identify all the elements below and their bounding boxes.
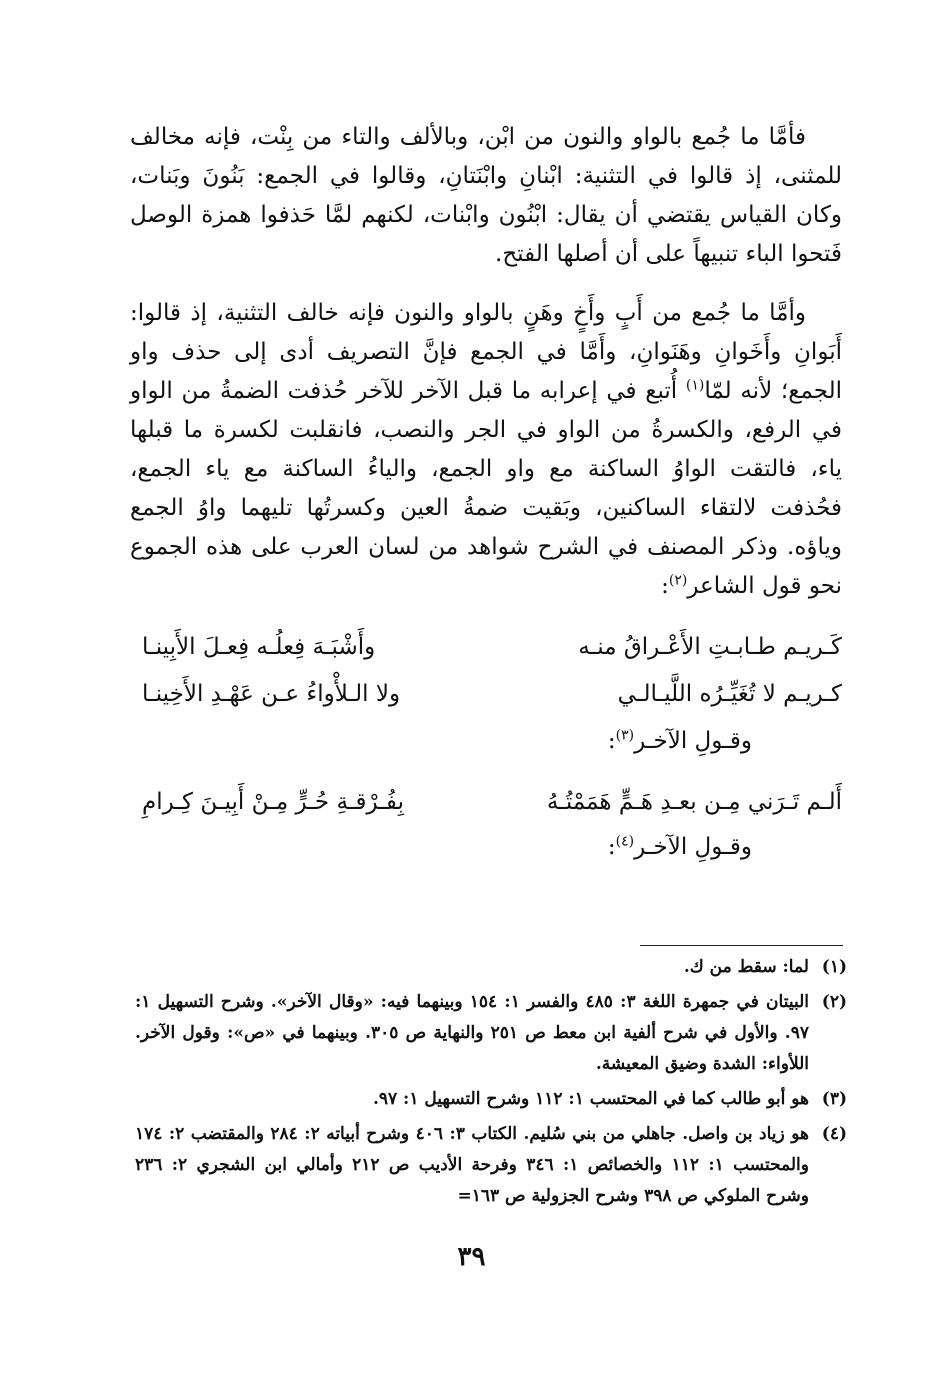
- verse-second-hemistich: بِفُـرْقـةِ حُـرٍّ مِـنْ أَبِيـنَ كِـرامِ: [142, 789, 404, 815]
- footnote: [135, 1119, 847, 1212]
- paragraph-2-part-1: وأمَّا ما جُمع من أَبٍ وأَخٍ وهَنٍ بالواو والنون فإنه خالف التثنية، إذ قالوا: أَبَوانِ وأَخَوانِ وهَنَوانِ، وأَمَّا في الجمع فإنَّ التصريف أدى إلى حذف واو الجمع؛ لأنه لمّا: [130, 300, 842, 404]
- verse-introduction: [130, 722, 842, 761]
- footnote-ref-4: (٤): [615, 833, 635, 850]
- intro-tail: :: [607, 834, 616, 860]
- footnote-number: (٣): [821, 1089, 847, 1109]
- verse-line: [142, 628, 842, 667]
- verse-introduction: [130, 828, 842, 867]
- verse-second-hemistich: وأَشْبَـهَ فِعلُـه فِعـلَ الأَبِينـا: [142, 634, 376, 660]
- main-text: [130, 118, 842, 867]
- paragraph-2-tail: :: [661, 573, 669, 599]
- footnote-ref-1: (١): [685, 377, 705, 394]
- footnote-number: (١): [821, 957, 847, 977]
- intro-tail: :: [607, 728, 616, 754]
- footnote: [135, 1084, 847, 1115]
- footnote-number: (٢): [821, 992, 847, 1012]
- paragraph-1: فأمَّا ما جُمع بالواو والنون من ابْن، وبالألف والتاء من بِنْت، فإنه مخالف للمثنى، إذ قالوا في التثنية: ابْنانِ وابْنَتانِ، وقالوا في الجمع: بَنُونَ وبَنات، وكان القياس يقتضي أن يقال: ابْنُون وابْنات، لكنهم لمَّا حَذفوا همزة الوصل فَتحوا الباء تنبيهاً على أن أصلها الفتح.: [130, 124, 842, 267]
- footnotes: [135, 952, 847, 1212]
- footnote-text: لما: سقط من ك.: [683, 957, 809, 977]
- paragraph-2-part-2: أُتبع في إعرابه ما قبل الآخر للآخر حُذفت الضمةُ من الواو في الرفع، والكسرةُ من الواو في الجر والنصب، فانقلبت لكسرة ما قبلها ياء، فالتقت الواوُ الساكنة مع واو الجمع، والياءُ الساكنة مع ياء الجمع، فحُذفت لالتقاء الساكنين، وبَقيت ضمةُ العين وكسرتُها تليهما واوُ الجمع وياؤه. وذكر المصنف في الشرح شواهد من لسان العرب على هذه الجموع نحو قول الشاعر: [130, 378, 842, 599]
- footnote-number: (٤): [821, 1124, 847, 1144]
- page-number: ٣٩: [457, 1242, 486, 1272]
- verse-first-hemistich: أَلـم تَـرَني مِـن بعـدِ هَـمٍّ هَمَمْتُـهُ: [546, 789, 842, 815]
- paragraph-2: [130, 294, 842, 606]
- footnote-ref-3: (٣): [615, 727, 635, 744]
- verse-line: [142, 783, 842, 822]
- intro-text: وقـولِ الآخـر: [634, 834, 752, 860]
- footnote: [135, 952, 847, 983]
- footnote-ref-2: (٢): [668, 572, 688, 589]
- verse-first-hemistich: كـريـم لا تُغَيِّـرُه اللَّيـالـي: [617, 681, 842, 707]
- footnote-text: هو زياد بن واصل. جاهلي من بني سُليم. الكتاب ٣: ٤٠٦ وشرح أبياته ٢: ٢٨٤ والمقتضب ٢: ١٧٤ والمحتسب ١: ١١٢ والخصائص ١: ٣٤٦ وفرحة الأديب ص ٢١٢ وأمالي ابن الشجري ٢: ٢٣٦ وشرح الملوكي ص ٣٩٨ وشرح الجزولية ص ١٦٣=: [135, 1124, 809, 1206]
- footnote-separator: [640, 945, 843, 946]
- footnote-text: هو أبو طالب كما في المحتسب ١: ١١٢ وشرح التسهيل ١: ٩٧.: [372, 1089, 809, 1109]
- footnote: [135, 987, 847, 1080]
- verse-line: [142, 675, 842, 714]
- intro-text: وقـولِ الآخـر: [634, 728, 752, 754]
- verse-first-hemistich: كَـريـم طـابـتِ الأَعْـراقُ منـه: [578, 634, 842, 660]
- verse-second-hemistich: ولا الـلأْواءُ عـن عَهْـدِ الأَخِينـا: [142, 681, 401, 707]
- footnote-text: البيتان في جمهرة اللغة ٣: ٤٨٥ والفسر ١: ١٥٤ وبينهما فيه: «وقال الآخر». وشرح التسهيل ١: ٩٧. والأول في شرح ألفية ابن معط ص ٢٥١ والنهاية ص ٣٠٥. وبينهما في «ص»: وقول الآخر. اللأواء: الشدة وضيق المعيشة.: [135, 992, 809, 1074]
